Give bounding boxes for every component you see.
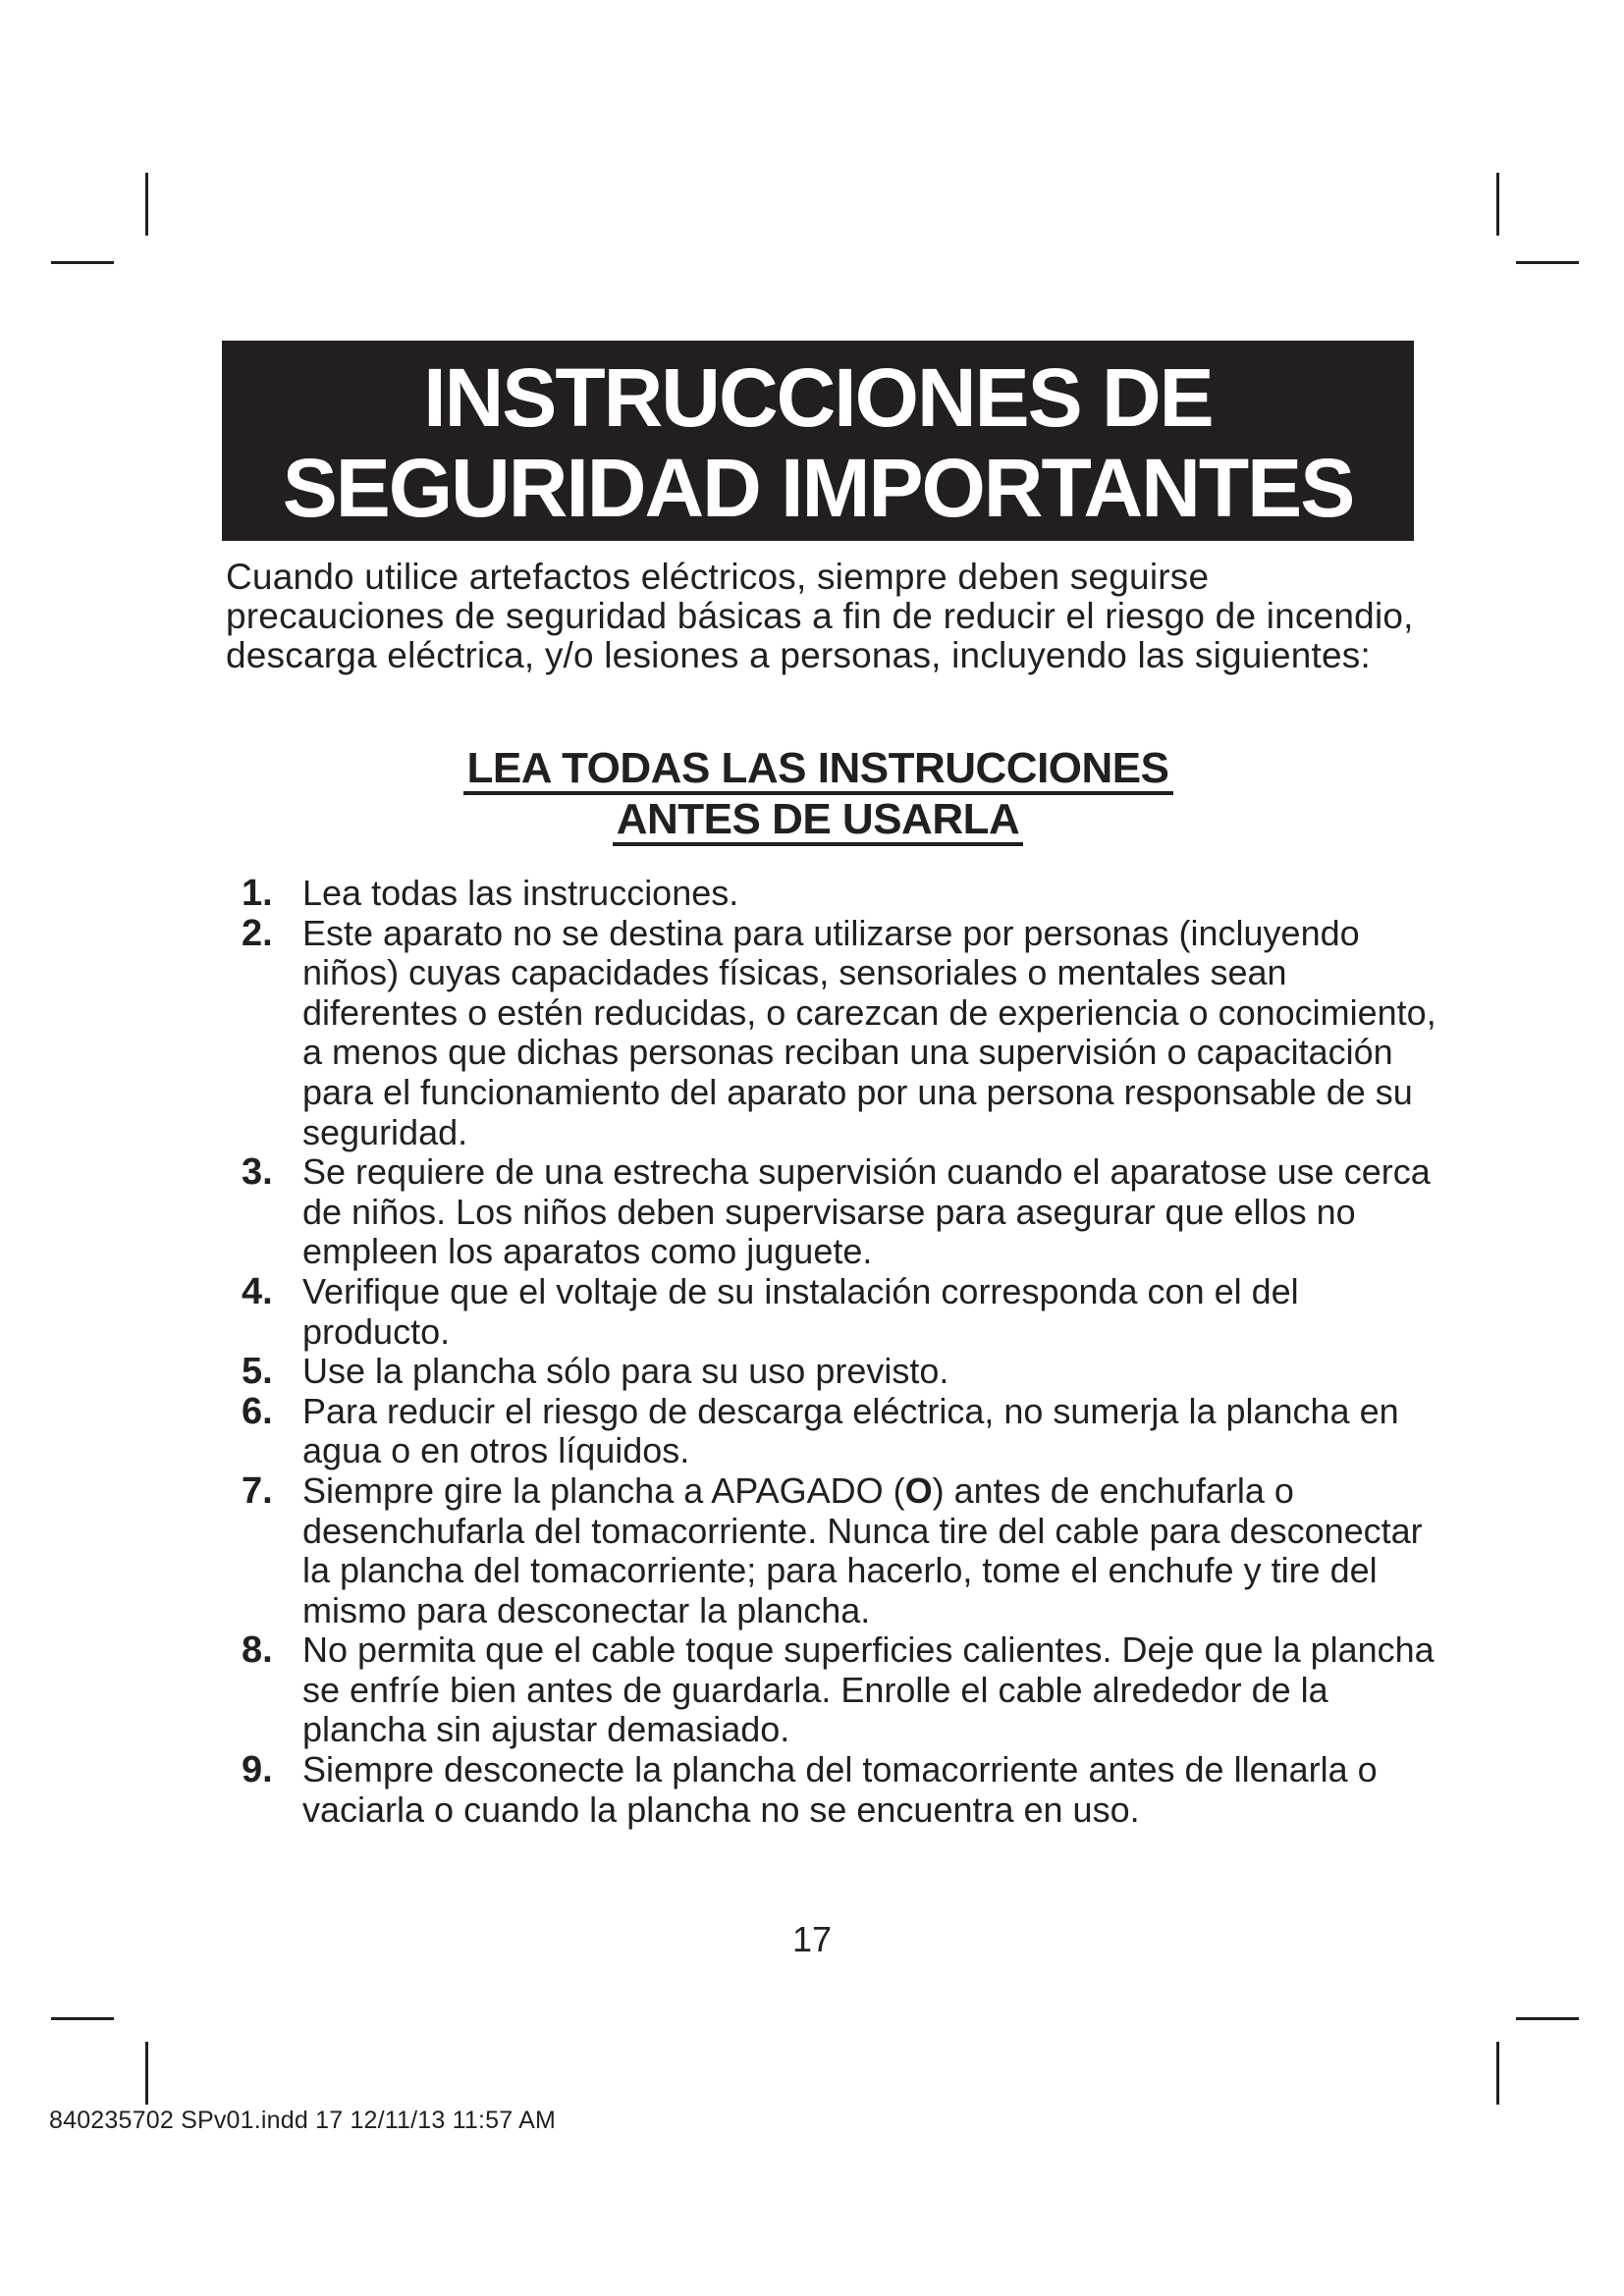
list-item-text: No permita que el cable toque superficies calientes. Deje que la plancha se enfríe bien antes de guardarla. Enrolle el cable alrededor de la plancha sin ajustar demasiado.: [302, 1629, 1435, 1750]
list-item-number: 5.: [242, 1351, 273, 1393]
title-line-1: INSTRUCCIONES DE: [423, 351, 1213, 444]
list-item-text: Siempre desconecte la plancha del tomacorriente antes de llenarla o vaciarla o cuando la plancha no se encuentra en uso.: [302, 1749, 1378, 1830]
list-item: [242, 1272, 1449, 1352]
crop-mark-top-left-horizontal: [51, 261, 114, 264]
crop-mark-top-right-horizontal: [1516, 261, 1579, 264]
list-item: [242, 1392, 1449, 1471]
list-item-text: Lea todas las instrucciones.: [302, 873, 739, 913]
subhead-line-1: LEA TODAS LAS INSTRUCCIONES: [463, 746, 1173, 795]
list-item-text-after: ) antes de enchufarla o desenchufarla del tomacorriente. Nunca tire del cable para desconectar la plancha del tomacorriente; para hacerlo, tome el enchufe y tire del mismo para desconectar la plancha.: [302, 1469, 1423, 1630]
crop-mark-top-left-vertical: [145, 173, 148, 236]
subhead-line-2: ANTES DE USARLA: [613, 797, 1024, 846]
title-line-2: SEGURIDAD IMPORTANTES: [282, 442, 1354, 534]
print-slug: 840235702 SPv01.indd 17 12/11/13 11:57 AM: [49, 2107, 557, 2134]
list-item-text: Verifique que el voltaje de su instalación corresponda con el del producto.: [302, 1270, 1299, 1352]
list-item-number: 9.: [242, 1749, 273, 1791]
crop-mark-bottom-left-vertical: [145, 2042, 148, 2105]
list-item-text: Use la plancha sólo para su uso previsto.: [302, 1351, 949, 1392]
list-item: [242, 1152, 1449, 1272]
list-item-number: 4.: [242, 1270, 273, 1312]
page-number: 17: [791, 1919, 833, 1959]
list-item: [242, 914, 1449, 1153]
crop-mark-bottom-right-vertical: [1496, 2042, 1499, 2105]
list-item-number: 6.: [242, 1390, 273, 1432]
crop-mark-bottom-right-horizontal: [1516, 2017, 1579, 2020]
list-item-text-before: Siempre gire la plancha a APAGADO (: [302, 1469, 905, 1511]
crop-mark-top-right-vertical: [1496, 173, 1499, 236]
crop-mark-bottom-left-horizontal: [51, 2017, 114, 2020]
list-item: [242, 1471, 1449, 1630]
off-symbol: O: [904, 1469, 933, 1511]
list-item: [242, 1352, 1449, 1392]
list-item-number: 2.: [242, 912, 273, 954]
list-item-number: 8.: [242, 1629, 273, 1672]
list-item-text: Para reducir el riesgo de descarga eléctrica, no sumerja la plancha en agua o en otros líquidos.: [302, 1390, 1399, 1471]
list-item: [242, 1630, 1449, 1750]
list-item: [242, 874, 1449, 914]
list-item-number: 3.: [242, 1151, 273, 1194]
list-item-text: Se requiere de una estrecha supervisión cuando el aparatose use cerca de niños. Los niños deben supervisarse para asegurar que ellos no empleen los aparatos como juguete.: [302, 1151, 1431, 1272]
list-item-number: 7.: [242, 1469, 273, 1512]
read-instructions-heading: [222, 744, 1414, 846]
list-item-text: Este aparato no se destina para utilizarse por personas (incluyendo niños) cuyas capacidades físicas, sensoriales o mentales sean diferentes o estén reducidas, o carezcan de experiencia o conocimiento, a menos que dichas personas reciban una supervisión o capacitación para el funcionamiento del aparato por una persona responsable de su seguridad.: [302, 912, 1436, 1152]
safety-instructions-list: [242, 874, 1449, 1830]
title-banner: [222, 341, 1414, 541]
list-item-number: 1.: [242, 873, 273, 914]
list-item: [242, 1750, 1449, 1830]
intro-paragraph: Cuando utilice artefactos eléctricos, siempre deben seguirse precauciones de seguridad básicas a fin de reducir el riesgo de incendio, descarga eléctrica, y/o lesiones a personas, incluyendo las siguientes:: [226, 557, 1414, 675]
